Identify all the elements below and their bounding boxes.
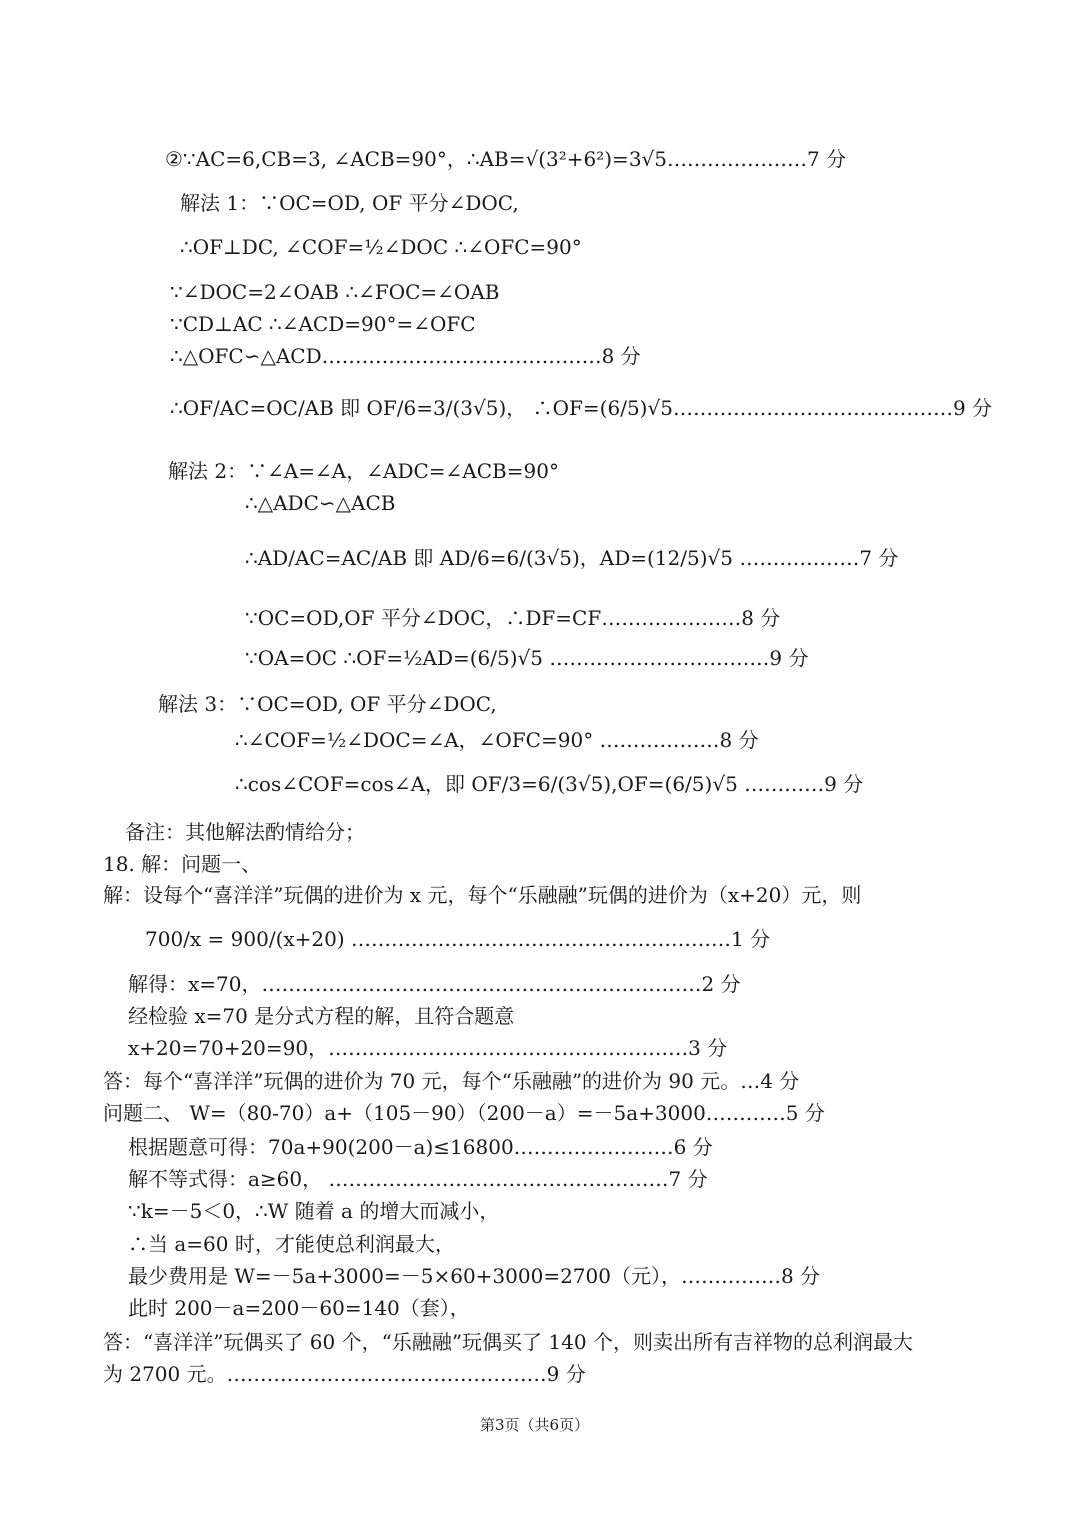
line-29: 最少费用是 W=－5a+3000=－5×60+3000=2700（元），……………8 分 (128, 1264, 821, 1288)
line-9: ∴△ADC∽△ACB (245, 491, 396, 515)
line-23: 答：每个“喜洋洋”玩偶的进价为 70 元，每个“乐融融”的进价为 90 元。…4 分 (103, 1069, 800, 1093)
line-28: ∴当 a=60 时，才能使总利润最大， (128, 1232, 455, 1256)
line-30: 此时 200－a=200－60=140（套）， (128, 1296, 470, 1320)
line-7: ∴OF/AC=OC/AB 即 OF/6=3/(3√5)， ∴OF=(6/5)√5……………………………………9 分 (170, 396, 993, 420)
line-15: ∴cos∠COF=cos∠A，即 OF/3=6/(3√5),OF=(6/5)√5 …………9 分 (235, 772, 864, 796)
line-24: 问题二、 W=（80-70）a+（105－90）（200－a）=－5a+3000…………5 分 (103, 1101, 825, 1125)
line-18: 解：设每个“喜洋洋”玩偶的进价为 x 元，每个“乐融融”玩偶的进价为（x+20）元，则 (103, 883, 862, 907)
line-5: ∵CD⊥AC ∴∠ACD=90°=∠OFC (170, 312, 476, 336)
line-26: 解不等式得：a≥60， ……………………………………………7 分 (128, 1167, 708, 1191)
line-25: 根据题意可得：70a+90(200－a)≤16800……………………6 分 (128, 1135, 713, 1159)
line-22: x+20=70+20=90，………………………………………………3 分 (128, 1036, 728, 1060)
line-14: ∴∠COF=½∠DOC=∠A，∠OFC=90° ………………8 分 (235, 728, 759, 752)
line-17: 18. 解：问题一、 (103, 852, 262, 876)
line-27: ∵k=－5＜0，∴W 随着 a 的增大而减小， (128, 1199, 500, 1223)
line-11: ∵OC=OD,OF 平分∠DOC，∴DF=CF…………………8 分 (245, 606, 781, 630)
line-8: 解法 2：∵∠A=∠A，∠ADC=∠ACB=90° (168, 459, 559, 483)
line-19: 700/x = 900/(x+20) …………………………………………………1 分 (145, 927, 771, 951)
line-31: 答：“喜洋洋”玩偶买了 60 个，“乐融融”玩偶买了 140 个，则卖出所有吉祥物的总利润最大 (103, 1330, 913, 1354)
line-1: ②∵AC=6,CB=3, ∠ACB=90°，∴AB=√(3²+6²)=3√5…………………7 分 (165, 147, 847, 171)
line-4: ∵∠DOC=2∠OAB ∴∠FOC=∠OAB (170, 280, 500, 304)
line-20: 解得：x=70，…………………………………………………………2 分 (128, 972, 741, 996)
page-footer: 第3页（共6页） (480, 1416, 590, 1434)
line-13: 解法 3：∵OC=OD, OF 平分∠DOC, (158, 692, 497, 716)
line-21: 经检验 x=70 是分式方程的解，且符合题意 (128, 1004, 515, 1028)
line-6: ∴△OFC∽△ACD……………………………………8 分 (170, 344, 641, 368)
line-16: 备注：其他解法酌情给分； (125, 820, 365, 844)
line-12: ∵OA=OC ∴OF=½AD=(6/5)√5 ……………………………9 分 (245, 646, 809, 670)
line-10: ∴AD/AC=AC/AB 即 AD/6=6/(3√5)，AD=(12/5)√5 ………………7 分 (245, 546, 899, 570)
line-3: ∴OF⊥DC, ∠COF=½∠DOC ∴∠OFC=90° (180, 235, 582, 259)
line-2: 解法 1：∵OC=OD, OF 平分∠DOC, (180, 191, 519, 215)
line-32: 为 2700 元。…………………………………………9 分 (103, 1362, 586, 1386)
